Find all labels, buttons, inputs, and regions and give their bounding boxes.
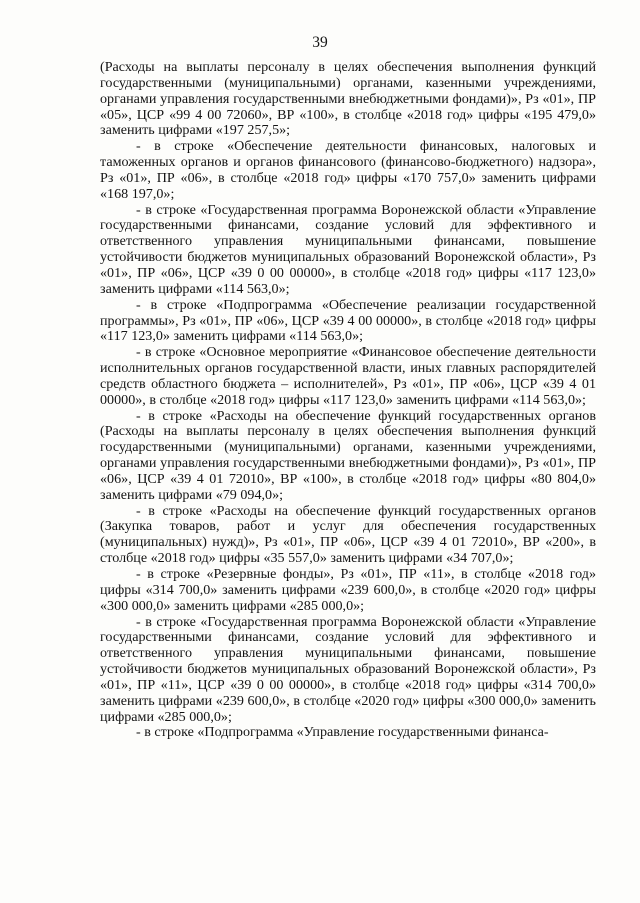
paragraph: - в строке «Подпрограмма «Обеспечение реализации государственной программы», Рз «01», ПР «06», ЦСР «39 4 00 00000», в столбце «2018 год» цифры «117 123,0» заменить цифрами «114 563,0»; (100, 296, 596, 345)
paragraph: - в строке «Расходы на обеспечение функций государственных органов (Закупка товаров, работ и услуг для обеспечения государственных (муниципальных) нужд)», Рз «01», ПР «06», ЦСР «39 4 01 72010», ВР «200», в столбце «2018 год» цифры «35 557,0» заменить цифрами «34 707,0»; (100, 502, 596, 567)
paragraph: - в строке «Государственная программа Воронежской области «Управление государственными финансами, создание условий для эффективного и ответственного управления муниципальными финансами, повышение устойчивости бюджетов муниципальных образований Воронежской области», Рз «01», ПР «06», ЦСР «39 0 00 00000», в столбце «2018 год» цифры «117 123,0» заменить цифрами «114 563,0»; (100, 201, 596, 297)
paragraph: - в строке «Обеспечение деятельности финансовых, налоговых и таможенных органов и органов финансового (финансово-бюджетного) надзора», Рз «01», ПР «06», в столбце «2018 год» цифры «170 757,0» заменить цифрами «168 197,0»; (100, 138, 596, 202)
paragraph: - в строке «Резервные фонды», Рз «01», ПР «11», в столбце «2018 год» цифры «314 700,0» заменить цифрами «239 600,0», в столбце «2020 год» цифры «300 000,0» заменить цифрами «285 000,0»; (100, 566, 596, 614)
paragraph: (Расходы на выплаты персоналу в целях обеспечения выполнения функций государственными (муниципальными) органами, казенными учреждениями, органами управления государственными внебюджетными фондами)», Рз «01», ПР «05», ЦСР «99 4 00 72060», ВР «100», в столбце «2018 год» цифры «195 479,0» заменить цифрами «197 257,5»; (100, 59, 596, 139)
paragraph: - в строке «Расходы на обеспечение функций государственных органов (Расходы на выплаты персоналу в целях обеспечения выполнения функций государственными (муниципальными) органами, казенными учреждениями, органами управления государственными внебюджетными фондами)», Рз «01», ПР «06», ЦСР «39 4 01 72010», ВР «100», в столбце «2018 год» цифры «80 804,0» заменить цифрами «79 094,0»; (100, 407, 596, 503)
paragraph: - в строке «Государственная программа Воронежской области «Управление государственными финансами, создание условий для эффективного и ответственного управления муниципальными финансами, повышение устойчивости бюджетов муниципальных образований Воронежской области», Рз «01», ПР «11», ЦСР «39 0 00 00000», в столбце «2018 год» цифры «314 700,0» заменить цифрами «239 600,0», в столбце «2020 год» цифры «300 000,0» заменить цифрами «285 000,0»; (100, 613, 596, 725)
paragraph: - в строке «Основное мероприятие «Финансовое обеспечение деятельности исполнительных органов государственной власти, иных главных распорядителей средств областного бюджета – исполнителей», Рз «01», ПР «06», ЦСР «39 4 01 00000», в столбце «2018 год» цифры «117 123,0» заменить цифрами «114 563,0»; (100, 344, 596, 408)
page-number: 39 (312, 34, 328, 51)
document-body (100, 60, 596, 741)
paragraph: - в строке «Подпрограмма «Управление государственными финанса- (136, 724, 549, 741)
